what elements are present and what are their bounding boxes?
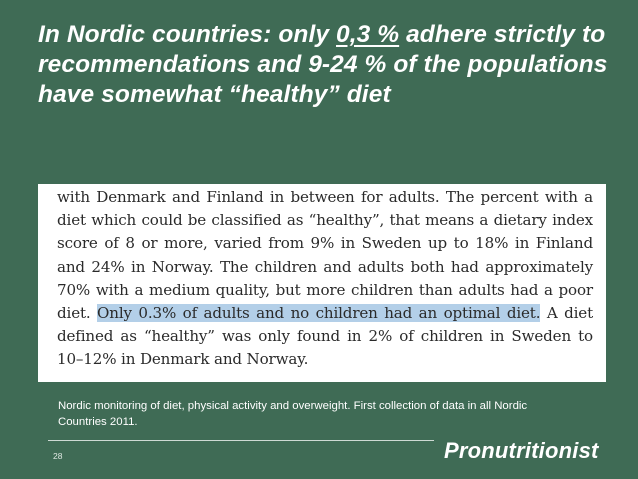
title-underlined-value: 0,3 % xyxy=(336,21,400,48)
page-number: 28 xyxy=(53,451,63,461)
excerpt-crop-edge xyxy=(38,184,606,188)
excerpt-text-start: with Denmark and Finland in between for adults. The percent with a diet which could be classified as “healthy”, that means a dietary index score of 8 or more, varied from 9% in Sweden up to 18% in Finland and 24% in Norway. The children and adults both had approximately 70% with a medium quality, but more children than adults had a poor diet. xyxy=(57,188,593,323)
title-text-end: adhere strictly to recommendations and 9-24 % of the populations have somewhat “healthy” diet xyxy=(38,21,608,108)
excerpt-highlighted-sentence: Only 0.3% of adults and no children had an optimal diet. xyxy=(97,304,541,323)
logo-wordmark: Pronutritionist xyxy=(444,438,599,463)
excerpt-text xyxy=(57,186,593,372)
footer-divider xyxy=(48,440,434,441)
pronutritionist-logo xyxy=(444,438,604,468)
source-caption: Nordic monitoring of diet, physical activity and overweight. First collection of data in all Nordic Countries 2011. xyxy=(58,400,528,428)
title-text-start: In Nordic countries: only xyxy=(38,21,336,48)
excerpt-text-end: A diet defined as “healthy” was only found in 2% of children in Sweden to 10–12% in Denmark and Norway. xyxy=(57,304,593,369)
slide-title xyxy=(38,20,618,110)
quoted-excerpt-image xyxy=(38,184,606,382)
